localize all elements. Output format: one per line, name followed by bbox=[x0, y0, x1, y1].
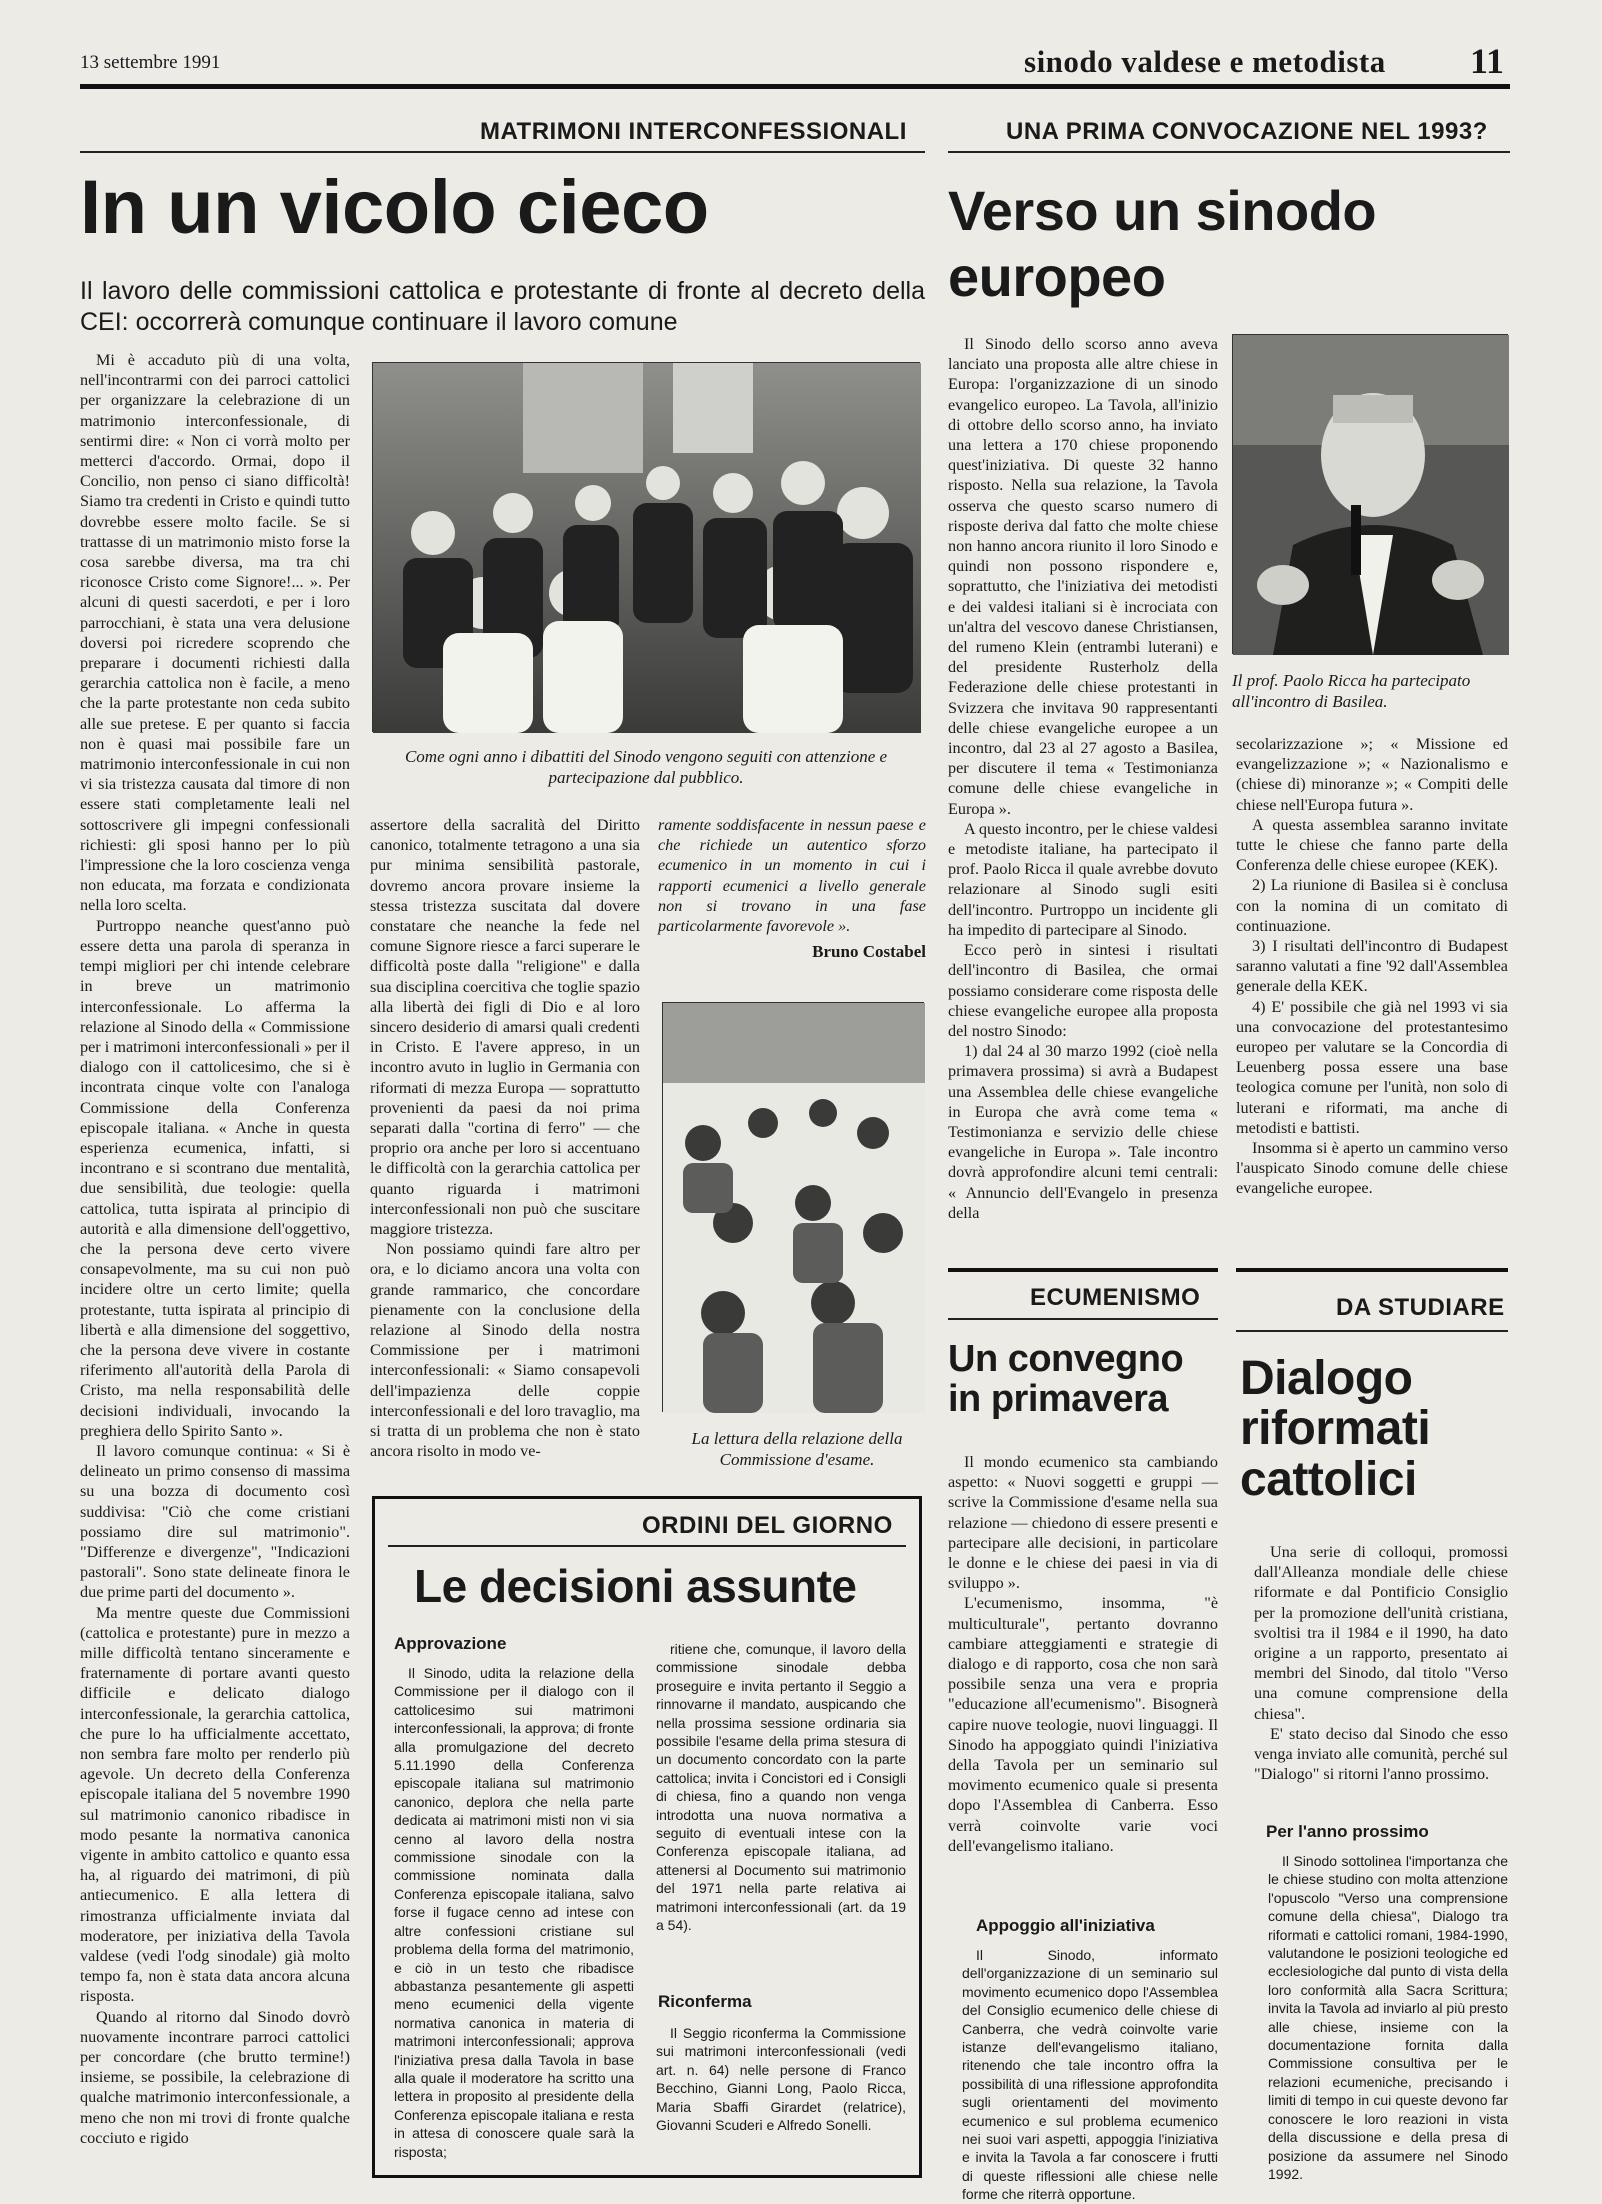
left-deck: Il lavoro delle commissioni cattolica e protestante di fronte al decreto della CEI: occorrerà comunque continuare il lavoro comune bbox=[80, 277, 925, 336]
ricca-photo-caption: Il prof. Paolo Ricca ha partecipato all'incontro di Basilea. bbox=[1232, 671, 1471, 711]
paragraph: ritiene che, comunque, il lavoro della commissione sinodale debba proseguire e invita pertanto il Seggio a rinnovarne il mandato, auspicando che nella prossima sessione ordinaria sia possibile l'esame della prima stesura di un documento concordato con la parte cattolica; invita i Concistori ed i Consigli di chiesa, fino a quando non venga introdotta una nuova normativa a seguito di eventuali intese con la Conferenza episcopale italiana, ad attenersi al Documento sui matrimonio del 1971 nella parte relativa ai matrimoni interconfessionali (art. da 19 a 54). bbox=[656, 1641, 906, 1934]
paragraph: Non possiamo quindi fare altro per ora, e lo diciamo ancora una volta con grande rammarico, che concordare pienamente con la conclusione della relazione al Sinodo della nostra Commissione per i matrimoni interconfessionali: « Siamo consapevoli dell'impazienza delle coppie interconfessionali e del loro travaglio, ma si tratta di un problema che non è stato ancora risolto in modo ve- bbox=[370, 1240, 640, 1461]
paragraph: Il lavoro comunque continua: « Si è delineato un primo consenso di massima su una bozza di documento così suddivisa: "Ciò che come cristiani possiamo dire sul matrimonio". "Differenze e divergenze", "Indicazioni pastorali". Sono state delineate finora le due prime parti del documento ». bbox=[80, 1441, 350, 1602]
approvazione-title: Approvazione bbox=[394, 1634, 507, 1653]
left-article-col1 bbox=[80, 350, 350, 2180]
right-article-col1 bbox=[948, 334, 1218, 1250]
paragraph: Una serie di colloqui, promossi dall'Alleanza mondiale delle chiese riformate e dal Pontificio Consiglio per la promozione dell'unità cristiana, svoltisi tra il 1984 e il 1990, ha dato origine a un rapporto, presentato ai membri del Sinodo, dal titolo "Verso una comune comprensione della chiesa". bbox=[1254, 1543, 1508, 1723]
left-headline: In un vicolo cieco bbox=[80, 165, 709, 250]
paragraph: A questo incontro, per le chiese valdesi e metodiste italiane, ha partecipato il prof. Paolo Ricca il quale avrebbe dovuto relazionare al Sinodo sugli esiti dell'incontro. Purtroppo un incidente gli ha impedito di partecipare al Sinodo. bbox=[948, 819, 1218, 939]
studiare-sub-body bbox=[1268, 1852, 1508, 2182]
decisions-kicker-rule bbox=[388, 1545, 906, 1547]
paragraph: L'ecumenismo, insomma, "è multiculturale", pertanto dovranno cambiare atteggiamenti e strategie di dialogo e di rapporto, cosa che non sarà possibile senza una vera e propria "educazione all'ecumenismo". Bisognerà capire nuove teologie, nuovi linguaggi. Il Sinodo ha appoggiato quindi l'iniziativa della Tavola per un seminario sul movimento ecumenico quale si presenta dopo l'Assemblea di Canberra. Esso verrà coinvolte varie voci dell'evangelismo italiano. bbox=[948, 1594, 1218, 1855]
paragraph: Mi è accaduto più di una volta, nell'incontrarmi con dei parroci cattolici per organizzare la celebrazione di un matrimonio interconfessionale, di sentirmi dire: « Non ci vorrà molto per metterci d'accordo. Ormai, dopo il Concilio, non penso ci siano difficoltà! Siamo tra credenti in Cristo e quindi tutto dovrebbe essere molto facile. Se si trattasse di un matrimonio misto forse la cosa sarebbe diversa, ma tra chi riconosce Cristo come Signore!... ». Per alcuni di questi sacerdoti, e per i loro parrocchiani, è stata una vera delusione doversi poi ricredere scoprendo che preparare i documenti richiesti dalla gerarchia cattolica non è facile, a meno che la parte protestante non ceda subito alle sue pretese. E per quanto si faccia non è quasi mai possibile fare un matrimonio interconfessionale in cui non vi sia tristezza causata dal timore di non essere stati completamente leali nel sottoscrivere gli impegni confessionali richiesti: gli sposi hanno per lo più l'impressione che la loro coscienza venga non educata, ma forzata e condizionata nella loro scelta. bbox=[80, 351, 350, 915]
decisions-headline: Le decisioni assunte bbox=[414, 1560, 857, 1612]
paragraph: 4) E' possibile che già nel 1993 vi sia una convocazione del protestantesimo europeo per valutare se la Concordia di Leuenberg possa essere una base teologica comune per l'unità, non solo di luterani e riformati, ma anche di metodisti e battisti. bbox=[1236, 997, 1508, 1137]
ecumenismo-kicker: ECUMENISMO bbox=[1030, 1284, 1201, 1311]
paragraph: Il Seggio riconferma la Commissione sui matrimoni interconfessionali (vedi art. n. 64) nelle persone di Franco Becchino, Gianni Long, Paolo Ricca, Maria Sbaffi Girardet (relatrice), Giovanni Scuderi e Alfredo Sonelli. bbox=[656, 2025, 906, 2134]
ecumenismo-kicker-rule bbox=[948, 1318, 1218, 1320]
riconferma-title: Riconferma bbox=[658, 1992, 752, 2011]
right-headline-line1: Verso un sinodo bbox=[948, 179, 1377, 242]
commission-reading-photo bbox=[662, 1002, 924, 1412]
paragraph: Il Sinodo, udita la relazione della Commissione per il dialogo con il cattolicesimo sui matrimoni interconfessionali, la approva; di fronte alla promulgazione del decreto 5.11.1990 della Conferenza episcopale italiana sul matrimonio canonico, deplora che nella parte dedicata ai matrimoni misti non vi sia cenno al lavoro della nostra commissione sinodale con la commissione nominata dalla Conferenza episcopale italiana, salvo forse il fugace cenno ad intese con altre confessioni cristiane sul problema della forma del matrimonio, e ciò in un testo che ribadisce abbastanza pesantemente gli aspetti meno ecumenici della vigente normativa canonica in materia di matrimoni interconfessionali; approva l'iniziativa presa dalla Tavola in base alla quale il moderatore ha scritto una lettera in proposito al presidente della Conferenza episcopale italiana e resta in attesa di conoscere quale sarà la risposta; bbox=[394, 1665, 634, 2160]
studiare-kicker-rule bbox=[1236, 1330, 1508, 1332]
masthead-rule bbox=[80, 84, 1510, 89]
riconferma-body bbox=[656, 2024, 906, 2164]
paragraph: Il Sinodo, informato dell'organizzazione di un seminario sul movimento ecumenico dopo l'Assemblea del Consiglio ecumenico delle chiese di Canberra, che vedrà coinvolte varie istanze dell'evangelismo italiano, ritenendo che tale incontro offra la possibilità di una riflessione approfondita sugli orientamenti del movimento ecumenico e sul problema ecumenico nei suoi vari aspetti, appoggia l'iniziativa e invita la Tavola a far conoscere i frutti di queste riflessioni alle chiese nelle forme che riterrà opportune. bbox=[962, 1947, 1218, 2203]
right-kicker: UNA PRIMA CONVOCAZIONE NEL 1993? bbox=[1006, 118, 1488, 145]
paolo-ricca-photo bbox=[1232, 334, 1508, 654]
paragraph: Ma mentre queste due Commissioni (cattolica e protestante) pure in mezzo a mille difficoltà tentano sinceramente e fraternamente di portare avanti questo difficile e delicato dialogo interconfessionale, la gerarchia cattolica, che pure lo ha ufficialmente accettato, non sembra fare molto per renderlo più agevole. Un decreto della Conferenza episcopale italiana del 5 novembre 1990 sul matrimonio canonico ribadisce in modo pesante la normativa canonica vigente in ambito cattolico e quanto essa ha, al riguardo dei matrimoni, di più antiecumenico. E alla lettera di rimostranza ufficialmente inviata dal moderatore, per iniziativa della Tavola valdese (vedi l'odg sinodale) già molto tempo fa, non è stata data ancora alcuna risposta. bbox=[80, 1603, 350, 2006]
paragraph: Quando al ritorno dal Sinodo dovrò nuovamente incontrare parroci cattolici per concordare (che brutto termine!) insieme, se possibile, la celebrazione di qualche matrimonio interconfessionale, a meno che non mi trovi di fronte qualche cocciuto e rigido bbox=[80, 2007, 350, 2147]
author-signature: Bruno Costabel bbox=[812, 942, 926, 961]
paragraph: E' stato deciso dal Sinodo che esso venga inviato alle comunità, perché sul "Dialogo" si ritorni l'anno prossimo. bbox=[1254, 1724, 1508, 1784]
right-article-col2 bbox=[1236, 734, 1508, 1254]
issue-date: 13 settembre 1991 bbox=[80, 52, 221, 73]
ecumenismo-sub-title: Appoggio all'iniziativa bbox=[976, 1916, 1155, 1935]
studiare-top-rule bbox=[1236, 1268, 1508, 1272]
ecumenismo-sub-body bbox=[962, 1946, 1218, 2203]
paragraph: 2) La riunione di Basilea si è conclusa con la nomina di un comitato di continuazione. bbox=[1236, 876, 1508, 935]
studiare-kicker: DA STUDIARE bbox=[1336, 1294, 1505, 1321]
left-article-col2 bbox=[370, 815, 640, 1461]
paragraph: Il mondo ecumenico sta cambiando aspetto: « Nuovi soggetti e gruppi — scrive la Commissione d'esame nella sua relazione — chiedono di essere presenti e partecipare alle decisioni, in particolare le donne e le chiese dei paesi in via di sviluppo ». bbox=[948, 1453, 1218, 1593]
left-kicker: MATRIMONI INTERCONFESSIONALI bbox=[480, 118, 907, 145]
paragraph: Ecco però in sintesi i risultati dell'incontro di Basilea, che ormai possiamo considerare come risposta delle chiese evangeliche europee alla proposta del nostro Sinodo: bbox=[948, 941, 1218, 1040]
decisions-kicker: ORDINI DEL GIORNO bbox=[642, 1512, 893, 1539]
paragraph: Insomma si è aperto un cammino verso l'auspicato Sinodo comune delle chiese evangeliche europee. bbox=[1236, 1139, 1508, 1198]
left-article-col3 bbox=[658, 815, 926, 945]
right-kicker-rule bbox=[948, 151, 1510, 153]
paragraph: Il Sinodo dello scorso anno aveva lanciato una proposta alle altre chiese in Europa: l'organizzazione di un sinodo evangelico europeo. La Tavola, all'inizio di ottobre dello scorso anno, ha inviato una lettera a 170 chiese proponendo quest'iniziativa. Di queste 32 hanno risposto. Nella sua relazione, la Tavola osserva che questo scarso numero di risposte deriva dal fatto che molte chiese non hanno ancora riunito il loro Sinodo e quindi non possono rispondere e, soprattutto, che l'iniziativa dei metodisti e dei valdesi italiani si è incrociata con un'altra del vescovo danese Christiansen, del rumeno Klein (entrambi luterani) e del presidente Rusterholz della Federazione delle chiese protestanti in Svizzera che invitava 90 rappresentanti delle chiese evangeliche europee a un incontro, dal 23 al 27 agosto a Basilea, per discutere il tema « Testimonianza comune delle chiese evangeliche in Europa ». bbox=[948, 335, 1218, 818]
ecumenismo-top-rule bbox=[948, 1268, 1218, 1272]
synod-audience-photo bbox=[372, 362, 920, 732]
paragraph: ramente soddisfacente in nessun paese e che richiede un autentico sforzo ecumenico in un momento in cui i rapporti ecumenici a livello generale non si trovano in una fase particolarmente favorevole ». bbox=[658, 816, 926, 936]
ecumenismo-headline: Un convegno in primavera bbox=[948, 1338, 1184, 1420]
left-kicker-rule bbox=[80, 151, 925, 153]
studiare-body bbox=[1254, 1542, 1508, 1812]
approvazione-col2 bbox=[656, 1640, 906, 1980]
studiare-headline: Dialogo riformati cattolici bbox=[1240, 1352, 1431, 1506]
photo1-caption: Come ogni anno i dibattiti del Sinodo vengono seguiti con attenzione e partecipazione dal pubblico. bbox=[404, 747, 888, 787]
right-headline-line2: europeo bbox=[948, 245, 1166, 308]
paragraph: 3) I risultati dell'incontro di Budapest saranno valutati a fine '92 dall'Assemblea generale della KEK. bbox=[1236, 937, 1508, 996]
paragraph: A questa assemblea saranno invitate tutte le chiese che fanno parte della Conferenza delle chiese europee (KEK). bbox=[1236, 815, 1508, 875]
paragraph: assertore della sacralità del Diritto canonico, totalmente tetragono a una sia pur minima sensibilità pastorale, dovremo ancora provare insieme la stessa tristezza suscitata dal dovere constatare che neanche la fede nel comune Signore riesce a farci superare le difficoltà poste dalla "religione" e dalla sua disciplina coercitiva che toglie spazio alla libertà dei figli di Dio e al loro sincero desiderio di amarsi quali credenti in Cristo. E l'avere appreso, in un incontro avuto in luglio in Germania con riformati di mezza Europa — soprattutto provenienti da paesi da noi prima separati dalla "cortina di ferro" — che proprio ora anche per loro si accentuano le difficoltà con la gerarchia cattolica per quanto riguarda i matrimoni interconfessionali non può che suscitare maggiore tristezza. bbox=[370, 816, 640, 1239]
approvazione-col1 bbox=[394, 1664, 634, 2164]
paragraph: Il Sinodo sottolinea l'importanza che le chiese studino con molta attenzione l'opuscolo "Verso una comprensione comune della chiesa", Dialogo tra riformati e cattolici romani, 1984-1990, valutandone le posizioni teologiche ed ecclesiologiche dal punto di vista della loro conformità alla Sacra Scrittura; invita la Tavola ad inviarlo al più presto alle chiese, insieme con la documentazione fornita dalla Commissione consultiva per le relazioni ecumeniche, precisando i limiti di tempo in cui queste devono far conoscere le loro reazioni in vista della discussione e della presa di posizione da assumere nel Sinodo 1992. bbox=[1268, 1853, 1508, 2182]
section-title: sinodo valdese e metodista bbox=[1024, 44, 1386, 79]
page-number: 11 bbox=[1470, 41, 1505, 81]
paragraph: secolarizzazione »; « Missione ed evangelizzazione »; « Nazionalismo e (chiese di) minoranze »; « Compiti delle chiese nell'Europa futura ». bbox=[1236, 735, 1508, 814]
paragraph: 1) dal 24 al 30 marzo 1992 (cioè nella primavera prossima) si avrà a Budapest una Assemblea delle chiese evangeliche in Europa che avrà come tema « Testimonianza e servizio delle chiese evangeliche in Europa ». Tale incontro dovrà approfondire alcuni temi centrali: « Annuncio dell'Evangelo in presenza della bbox=[948, 1042, 1218, 1222]
ecumenismo-body bbox=[948, 1452, 1218, 1892]
paragraph: Purtroppo neanche quest'anno può essere detta una parola di speranza in tempi migliori per chi intende celebrare in breve un matrimonio interconfessionale. Lo afferma la relazione al Sinodo della « Commissione per i matrimoni interconfessionali » per il dialogo con il cattolicesimo, che si è incontrata cinque volte con l'analoga Commissione della Conferenza episcopale italiana. « Anche in questa esperienza ecumenica, infatti, si incontrano e si scontrano due mentalità, due sensibilità, due teologie: quella cattolica, tutta ispirata al principio di autorità e alla dimensione dell'oggettivo, che la persona deve certo vivere consapevolmente, ma su cui non può incidere oltre un certo limite; quella protestante, tutta ispirata al principio di libertà e alla dimensione del soggettivo, che la persona deve vivere in costante riferimento all'autorità della Parola di Cristo, ma nella responsabilità delle decisioni individuali, invocando la preghiera dello Spirito Santo ». bbox=[80, 916, 350, 1440]
studiare-sub-title: Per l'anno prossimo bbox=[1266, 1822, 1429, 1841]
photo2-caption: La lettura della relazione della Commissione d'esame. bbox=[691, 1429, 903, 1469]
